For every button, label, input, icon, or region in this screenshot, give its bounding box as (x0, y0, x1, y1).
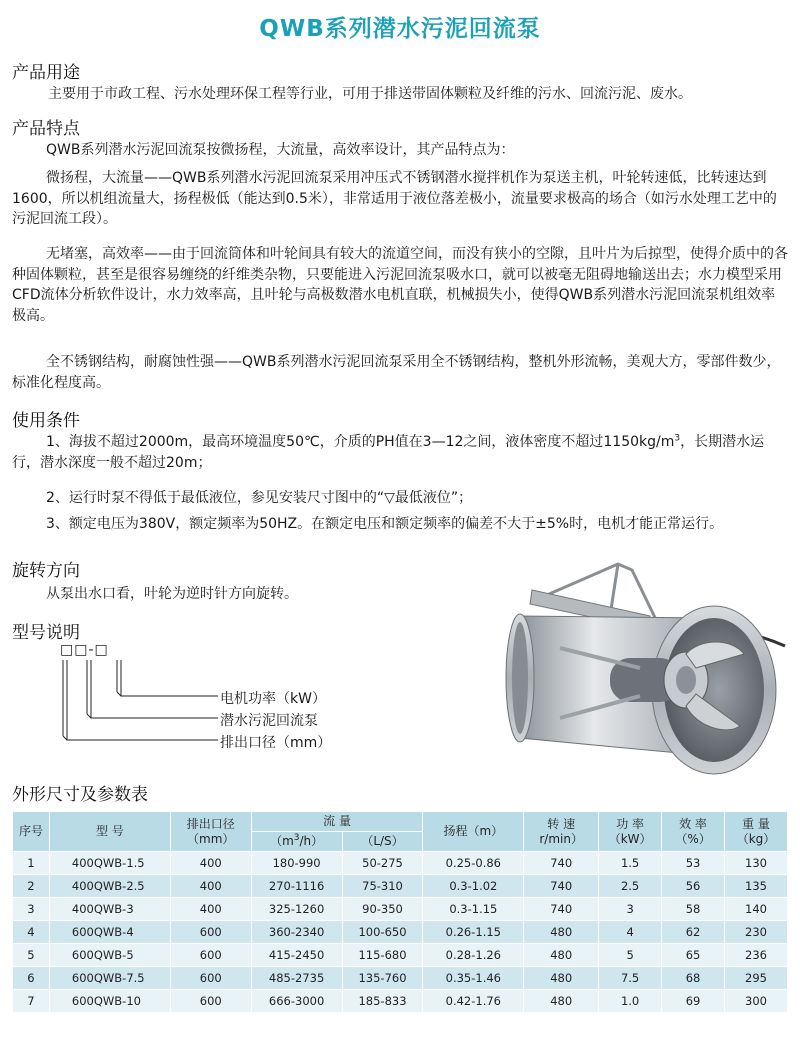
cell-outlet: 600 (170, 967, 251, 990)
cell-efficiency: 62 (662, 921, 725, 944)
cell-flow-ls: 90-350 (342, 898, 423, 921)
cell-head: 0.3-1.15 (423, 898, 524, 921)
cell-outlet: 400 (170, 875, 251, 898)
cell-model: 600QWB-7.5 (49, 967, 170, 990)
cell-flow-ls: 115-680 (342, 944, 423, 967)
parameter-table (12, 811, 788, 1013)
table-row (13, 898, 788, 921)
col-header-speed: 转 速 r/min） (524, 812, 599, 852)
cell-flow-m3h: 180-990 (251, 852, 342, 875)
cell-power: 7.5 (599, 967, 662, 990)
cell-outlet: 600 (170, 944, 251, 967)
cell-speed: 480 (524, 967, 599, 990)
cell-head: 0.3-1.02 (423, 875, 524, 898)
cell-power: 1.0 (599, 990, 662, 1013)
cell-model: 400QWB-1.5 (49, 852, 170, 875)
cell-no: 5 (13, 944, 50, 967)
cell-outlet: 600 (170, 921, 251, 944)
cell-weight: 230 (724, 921, 787, 944)
cell-weight: 300 (724, 990, 787, 1013)
cell-speed: 740 (524, 852, 599, 875)
cell-model: 600QWB-4 (49, 921, 170, 944)
table-row (13, 967, 788, 990)
rotation-text: 从泵出水口看，叶轮为逆时针方向旋转。 (46, 586, 298, 602)
cell-no: 4 (13, 921, 50, 944)
cell-weight: 295 (724, 967, 787, 990)
table-row (13, 875, 788, 898)
col-header-head: 扬程（m） (423, 812, 524, 852)
col-header-flow-ls: （L/S） (342, 832, 423, 852)
cell-no: 1 (13, 852, 50, 875)
features-intro: QWB系列潜水污泥回流泵按微扬程，大流量，高效率设计，其产品特点为： (46, 142, 515, 158)
cell-speed: 480 (524, 944, 599, 967)
usage-heading: 产品用途 (12, 63, 80, 83)
cell-weight: 130 (724, 852, 787, 875)
cell-no: 7 (13, 990, 50, 1013)
cell-efficiency: 56 (662, 875, 725, 898)
table-heading: 外形尺寸及参数表 (12, 785, 148, 805)
cell-power: 4 (599, 921, 662, 944)
col-header-flow: 流 量 (251, 812, 423, 832)
cell-efficiency: 68 (662, 967, 725, 990)
cell-efficiency: 58 (662, 898, 725, 921)
cell-efficiency: 53 (662, 852, 725, 875)
condition-item: 2、运行时泵不得低于最低液位，参见安装尺寸图中的“▽最低液位”； (46, 490, 473, 506)
cell-flow-m3h: 666-3000 (251, 990, 342, 1013)
conditions-heading: 使用条件 (12, 411, 80, 431)
col-header-model: 型 号 (49, 812, 170, 852)
cell-model: 600QWB-10 (49, 990, 170, 1013)
cell-power: 3 (599, 898, 662, 921)
cell-power: 1.5 (599, 852, 662, 875)
feature-paragraph: 无堵塞，高效率——由于回流筒体和叶轮间具有较大的流道空间，而没有狭小的空隙，且叶片为后掠型，使得介质中的各种固体颗粒，甚至是很容易缠绕的纤维类杂物，只要能进入污泥回流泵吸水口，就可以被毫无阻碍地输送出去；水力模型采用CFD流体分析软件设计，水力效率高，且叶轮与高极数潜水电机直联，机械损失小，使得QWB系列潜水污泥回流泵机组效率极高。 (12, 246, 788, 324)
col-header-power: 功 率 （kW） (599, 812, 662, 852)
cell-model: 600QWB-5 (49, 944, 170, 967)
condition-item: 3、额定电压为380V，额定频率为50HZ。在额定电压和额定频率的偏差不大于±5%时，电机才能正常运行。 (46, 516, 724, 532)
cell-head: 0.25-0.86 (423, 852, 524, 875)
col-header-outlet: 排出口径 （mm） (170, 812, 251, 852)
cell-model: 400QWB-3 (49, 898, 170, 921)
cell-outlet: 600 (170, 990, 251, 1013)
col-header-efficiency: 效 率 （%） (662, 812, 725, 852)
features-heading: 产品特点 (12, 119, 80, 139)
cell-flow-ls: 75-310 (342, 875, 423, 898)
cell-speed: 740 (524, 898, 599, 921)
model-label-series: 潜水污泥回流泵 (220, 713, 318, 729)
cell-no: 3 (13, 898, 50, 921)
col-header-no: 序号 (13, 812, 50, 852)
cell-head: 0.26-1.15 (423, 921, 524, 944)
cell-flow-m3h: 325-1260 (251, 898, 342, 921)
cell-flow-m3h: 485-2735 (251, 967, 342, 990)
cell-flow-m3h: 360-2340 (251, 921, 342, 944)
table-row (13, 990, 788, 1013)
model-label-power: 电机功率（kW） (220, 691, 326, 707)
cell-flow-ls: 50-275 (342, 852, 423, 875)
model-heading: 型号说明 (12, 623, 80, 643)
cell-weight: 236 (724, 944, 787, 967)
rotation-heading: 旋转方向 (12, 561, 80, 581)
cell-power: 2.5 (599, 875, 662, 898)
cell-no: 2 (13, 875, 50, 898)
feature-paragraph: 微扬程，大流量——QWB系列潜水污泥回流泵采用冲压式不锈钢潜水搅拌机作为泵送主机，叶轮转速低，比转速达到1600，所以机组流量大，扬程极低（能达到0.5米），非常适用于液位落差极小，流量要求极高的场合（如污水处理工艺中的污泥回流工段）。 (12, 170, 777, 227)
cell-speed: 480 (524, 921, 599, 944)
cell-efficiency: 69 (662, 990, 725, 1013)
cell-flow-ls: 100-650 (342, 921, 423, 944)
cell-speed: 740 (524, 875, 599, 898)
model-code-boxes: □□-□ (60, 642, 109, 658)
model-label-outlet: 排出口径（mm） (220, 735, 332, 751)
table-row (13, 921, 788, 944)
pump-illustration (500, 558, 790, 780)
col-header-flow-m3h: $(m^3/h)$ (251, 832, 342, 852)
cell-outlet: 400 (170, 898, 251, 921)
cell-flow-m3h: 270-1116 (251, 875, 342, 898)
cell-speed: 480 (524, 990, 599, 1013)
cell-efficiency: 65 (662, 944, 725, 967)
usage-text: 主要用于市政工程、污水处理环保工程等行业，可用于排送带固体颗粒及纤维的污水、回流污泥、废水。 (48, 86, 692, 102)
cell-head: 0.28-1.26 (423, 944, 524, 967)
page-title: QWB系列潜水污泥回流泵 (259, 16, 541, 42)
model-diagram (60, 642, 380, 757)
cell-outlet: 400 (170, 852, 251, 875)
cell-power: 5 (599, 944, 662, 967)
cell-head: 0.42-1.76 (423, 990, 524, 1013)
cell-no: 6 (13, 967, 50, 990)
cell-flow-ls: 135-760 (342, 967, 423, 990)
cell-flow-m3h: 415-2450 (251, 944, 342, 967)
table-row (13, 944, 788, 967)
table-row (13, 852, 788, 875)
condition-item: 1、海拔不超过2000m，最高环境温度50℃，介质的PH值在3—12之间，液体密度不超过$1150kg/m^3$，长期潜水运行，潜水深度一般不超过20m； (12, 433, 765, 471)
cell-head: 0.35-1.46 (423, 967, 524, 990)
cell-weight: 135 (724, 875, 787, 898)
col-header-weight: 重 量 （kg） (724, 812, 787, 852)
cell-model: 400QWB-2.5 (49, 875, 170, 898)
cell-weight: 140 (724, 898, 787, 921)
cell-flow-ls: 185-833 (342, 990, 423, 1013)
feature-paragraph: 全不锈钢结构，耐腐蚀性强——QWB系列潜水污泥回流泵采用全不锈钢结构，整机外形流畅，美观大方，零部件数少，标准化程度高。 (12, 354, 781, 391)
